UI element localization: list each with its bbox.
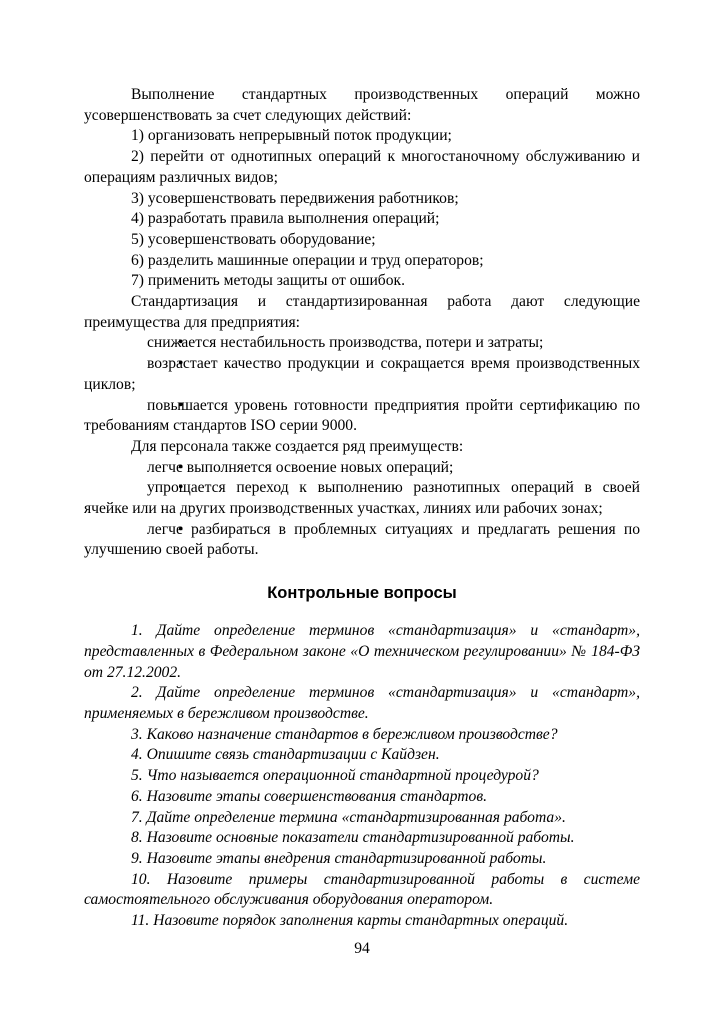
action-item: 6) разделить машинные операции и труд операторов; (131, 251, 484, 269)
question-item: 9. Назовите этапы внедрения стандартизированной работы. (131, 849, 547, 867)
question-item: 10. Назовите примеры стандартизированной работы в системе самостоятельного обслуживания оборудования оператором. (84, 870, 640, 909)
benefit-bullet-item: • снижается нестабильность производства, потери и затраты; (84, 333, 640, 354)
action-item: 2) перейти от однотипных операций к многостаночному обслуживанию и операциям различных видов; (84, 148, 640, 186)
page-number: 94 (354, 940, 370, 957)
benefits-intro-paragraph: Стандартизация и стандартизированная работа дают следующие преимущества для предприятия: (84, 293, 640, 331)
staff-benefit-bullet-item: • легче выполняется освоение новых операций; (84, 458, 640, 479)
staff-intro-paragraph: Для персонала также создается ряд преимуществ: (131, 437, 464, 455)
intro-paragraph: Выполнение стандартных производственных операций можно усовершенствовать за счет следующих действий: (84, 86, 640, 124)
questions-list (84, 621, 640, 932)
action-item: 1) организовать непрерывный поток продукции; (131, 127, 452, 145)
action-item: 4) разработать правила выполнения операций; (131, 210, 440, 228)
questions-heading: Контрольные вопросы (267, 584, 457, 603)
staff-benefit-bullet-item: • легче разбираться в проблемных ситуациях и предлагать решения по улучшению своей работы. (84, 520, 640, 561)
action-item: 7) применить методы защиты от ошибок. (131, 272, 406, 290)
question-item: 3. Каково назначение стандартов в бережливом производстве? (131, 725, 558, 743)
benefit-bullet-item: • возрастает качество продукции и сокращается время производственных циклов; (84, 354, 640, 395)
page-content (84, 85, 640, 932)
question-item: 2. Дайте определение терминов «стандартизация» и «стандарт», применяемых в бережливом производстве. (84, 684, 640, 722)
benefit-bullet-item: • повышается уровень готовности предприятия пройти сертификацию по требованиям стандартов ISO серии 9000. (84, 396, 640, 437)
question-item: 1. Дайте определение терминов «стандартизация» и «стандарт», представленных в Федеральном законе «О техническом регулировании» № 184-ФЗ от 27.12.2002. (84, 622, 640, 681)
question-item: 6. Назовите этапы совершенствования стандартов. (131, 787, 487, 805)
question-item: 5. Что называется операционной стандартной процедурой? (131, 767, 539, 785)
question-item: 4. Опишите связь стандартизации с Кайдзен. (131, 746, 440, 764)
question-item: 8. Назовите основные показатели стандартизированной работы. (131, 829, 575, 847)
action-item: 3) усовершенствовать передвижения работников; (131, 189, 459, 207)
staff-benefit-bullet-item: • упрощается переход к выполнению разнотипных операций в своей ячейке или на других производственных участках, линиях или рабочих зонах; (84, 478, 640, 519)
question-item: 7. Дайте определение термина «стандартизированная работа». (131, 808, 566, 826)
action-item: 5) усовершенствовать оборудование; (131, 230, 376, 248)
question-item: 11. Назовите порядок заполнения карты стандартных операций. (131, 912, 569, 930)
